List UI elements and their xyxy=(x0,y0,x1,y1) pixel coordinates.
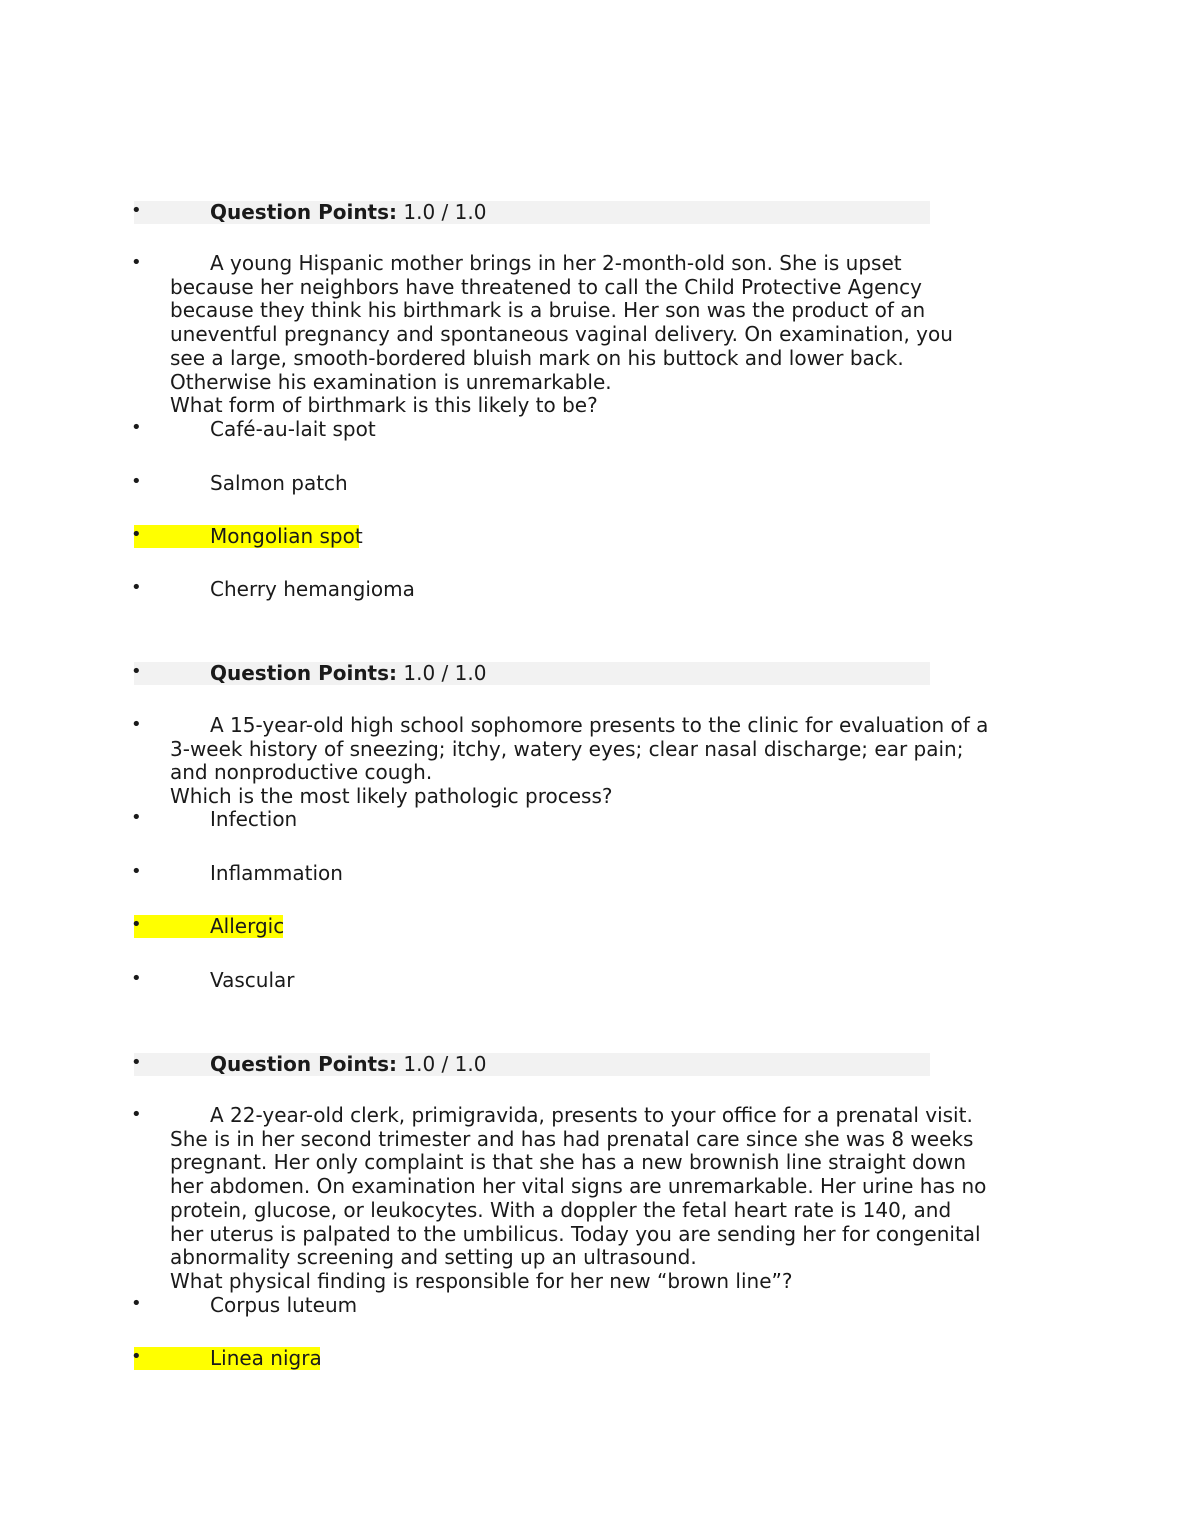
question-stem: A young Hispanic mother brings in her 2-month-old son. She is upset because her neighbors have threatened to call the Child Protective Agency because they think his birthmark is a bruise. Her son was the product of an uneventful pregnancy and spontaneous vaginal delivery. On examination, you see a large, smooth-bordered bluish mark on his buttock and lower back. Otherwise his examination is unremarkable. What form of birthmark is this likely to be? xyxy=(170,251,953,418)
bullet: • xyxy=(131,1293,142,1314)
bullet: • xyxy=(131,1104,142,1125)
answer-option[interactable]: Cherry hemangioma xyxy=(210,577,415,601)
question-points-label: Question Points: xyxy=(210,200,398,224)
question-stem-container xyxy=(170,1104,1030,1294)
answer-option-selected[interactable]: Mongolian spot xyxy=(210,524,363,548)
bullet: • xyxy=(131,807,142,828)
answer-option-selected[interactable]: Linea nigra xyxy=(210,1346,322,1370)
bullet: • xyxy=(131,1346,142,1367)
question-points-value: 1.0 / 1.0 xyxy=(403,1052,487,1076)
question-points xyxy=(210,200,486,224)
answer-option[interactable]: Inflammation xyxy=(210,861,343,885)
bullet: • xyxy=(131,968,142,989)
bullet: • xyxy=(131,914,142,935)
answer-option[interactable]: Salmon patch xyxy=(210,471,348,495)
answer-option-selected[interactable]: Allergic xyxy=(210,914,285,938)
bullet: • xyxy=(131,661,142,682)
answer-option[interactable]: Infection xyxy=(210,807,298,831)
question-points xyxy=(210,1052,486,1076)
answer-option[interactable]: Café-au-lait spot xyxy=(210,417,376,441)
question-points-value: 1.0 / 1.0 xyxy=(403,200,487,224)
bullet: • xyxy=(131,200,142,221)
bullet: • xyxy=(131,714,142,735)
bullet: • xyxy=(131,471,142,492)
bullet: • xyxy=(131,1052,142,1073)
bullet: • xyxy=(131,417,142,438)
bullet: • xyxy=(131,524,142,545)
question-stem-container xyxy=(170,714,1030,809)
answer-option[interactable]: Vascular xyxy=(210,968,295,992)
bullet: • xyxy=(131,252,142,273)
question-points-label: Question Points: xyxy=(210,1052,398,1076)
question-stem: A 15-year-old high school sophomore presents to the clinic for evaluation of a 3-week history of sneezing; itchy, watery eyes; clear nasal discharge; ear pain; and nonproductive cough. Which is the most likely pathologic process? xyxy=(170,713,989,809)
question-points-value: 1.0 / 1.0 xyxy=(403,661,487,685)
question-points-label: Question Points: xyxy=(210,661,398,685)
bullet: • xyxy=(131,577,142,598)
question-points xyxy=(210,661,486,685)
question-stem-container xyxy=(170,252,1030,418)
bullet: • xyxy=(131,861,142,882)
question-stem: A 22-year-old clerk, primigravida, presents to your office for a prenatal visit. She is in her second trimester and has had prenatal care since she was 8 weeks pregnant. Her only complaint is that she has a new brownish line straight down her abdomen. On examination her vital signs are unremarkable. Her urine has no protein, glucose, or leukocytes. With a doppler the fetal heart rate is 140, and her uterus is palpated to the umbilicus. Today you are sending her for congenital abnormality screening and setting up an ultrasound. What physical finding is responsible for her new “brown line”? xyxy=(170,1103,987,1293)
answer-option[interactable]: Corpus luteum xyxy=(210,1293,358,1317)
